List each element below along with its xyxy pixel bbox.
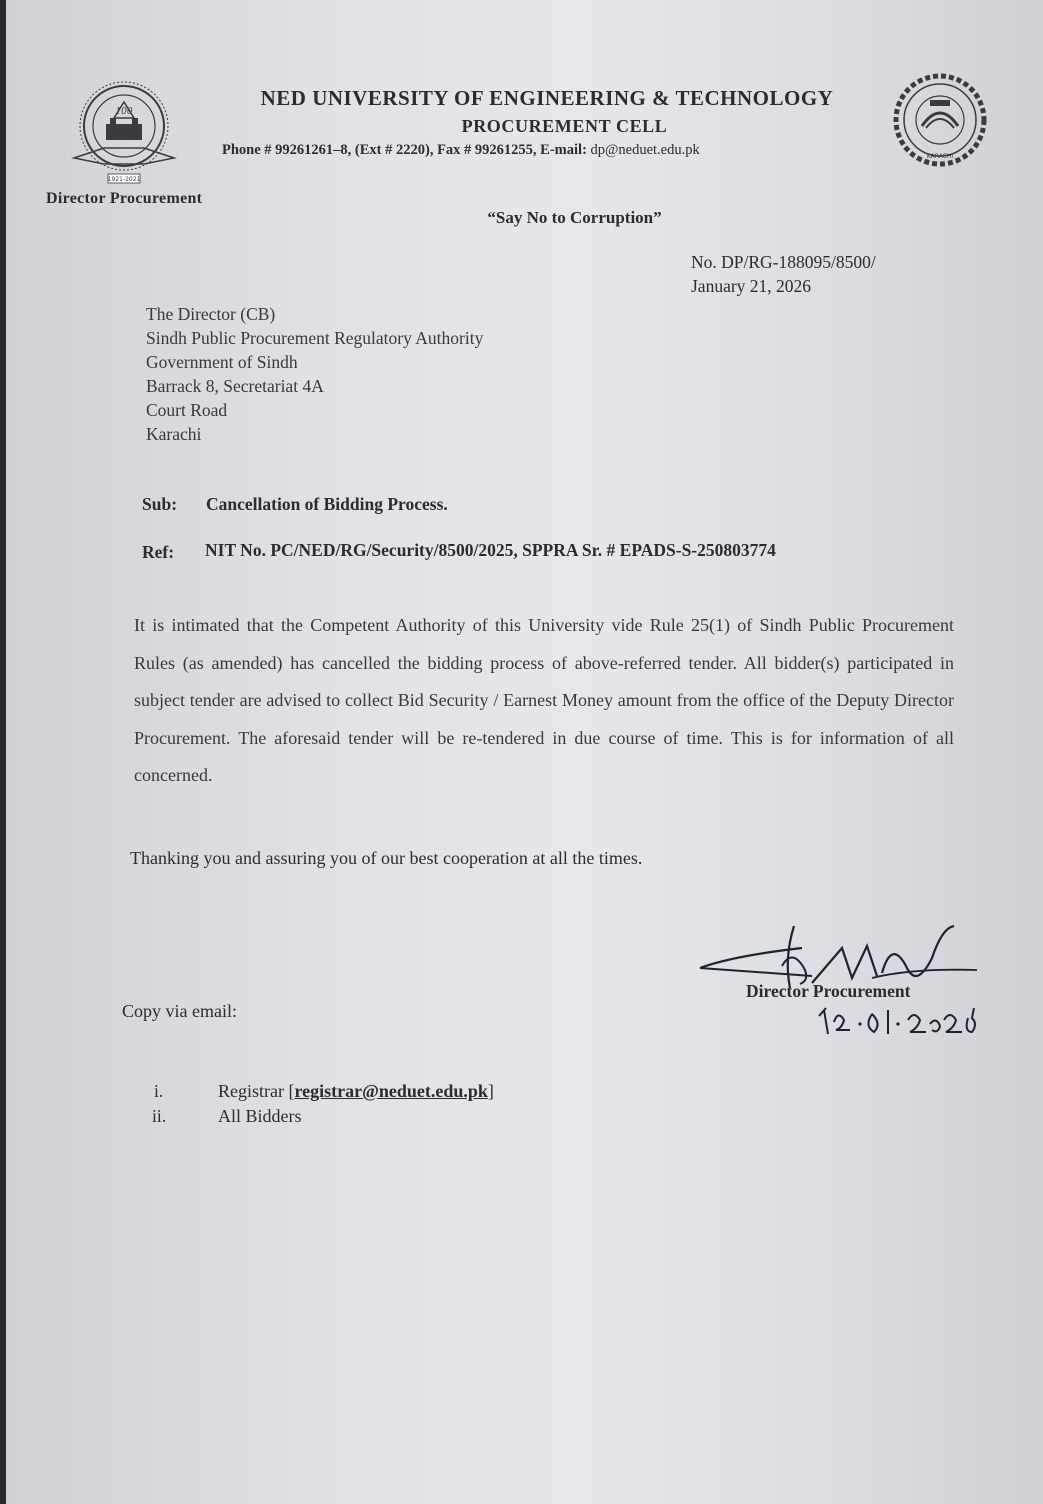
copy-item-number: i. — [154, 1081, 164, 1101]
ref-label: Ref: — [142, 542, 175, 562]
contact-numbers: Phone # 99261261–8, (Ext # 2220), Fax # 99261255, E-mail: — [222, 142, 591, 158]
bracket-close: ] — [487, 1081, 494, 1101]
slogan: “Say No to Corruption” — [487, 208, 662, 227]
contact-line — [222, 142, 700, 159]
body-paragraph: It is intimated that the Competent Authority of this University vide Rule 25(1) of Sindh Public Procurement Rules (as amended) has cancelled the bidding process of above-referred tender. All bidder(s) participated in subject tender are advised to collect Bid Security / Earnest Money amount from the office of the Deputy Director Procurement. The aforesaid tender will be re-tendered in due course of time. This is for information of all concerned. — [134, 615, 954, 785]
registrar-email-link[interactable]: registrar@neduet.edu.pk — [294, 1081, 488, 1101]
copy-item-name: Registrar — [218, 1081, 289, 1101]
addressee-line: The Director (CB) — [146, 304, 276, 324]
svg-text:100: 100 — [115, 107, 133, 117]
copy-item-bidders: All Bidders — [218, 1106, 302, 1126]
subject-label: Sub: — [142, 494, 178, 514]
office-title: Director Procurement — [46, 190, 203, 207]
closing-line: Thanking you and assuring you of our best cooperation at all the times. — [130, 848, 643, 868]
svg-text:KARACHI: KARACHI — [926, 153, 954, 160]
copy-item-registrar — [218, 1081, 494, 1102]
svg-text:1921-2021: 1921-2021 — [107, 176, 141, 183]
copy-label: Copy via email: — [122, 1001, 237, 1021]
reference-number: No. DP/RG-188095/8500/ — [691, 252, 876, 272]
addressee-line: Sindh Public Procurement Regulatory Authority — [146, 328, 484, 348]
addressee-line: Karachi — [146, 424, 202, 444]
letter-page — [6, 0, 1043, 1504]
addressee-line: Barrack 8, Secretariat 4A — [146, 376, 324, 396]
copy-item-number: ii. — [152, 1106, 167, 1126]
addressee-line: Government of Sindh — [146, 352, 298, 372]
letter-date: January 21, 2026 — [691, 276, 812, 296]
addressee-line: Court Road — [146, 400, 228, 420]
department-name: PROCUREMENT CELL — [461, 116, 668, 136]
ref-text: NIT No. PC/NED/RG/Security/8500/2025, SPPRA Sr. # EPADS-S-250803774 — [205, 540, 776, 560]
signatory-title: Director Procurement — [746, 981, 911, 1001]
contact-email: dp@neduet.edu.pk — [590, 142, 700, 158]
university-name: NED UNIVERSITY OF ENGINEERING & TECHNOLOGY — [260, 86, 834, 110]
subject-text: Cancellation of Bidding Process. — [206, 494, 448, 514]
bracket-open: [ — [288, 1081, 295, 1101]
